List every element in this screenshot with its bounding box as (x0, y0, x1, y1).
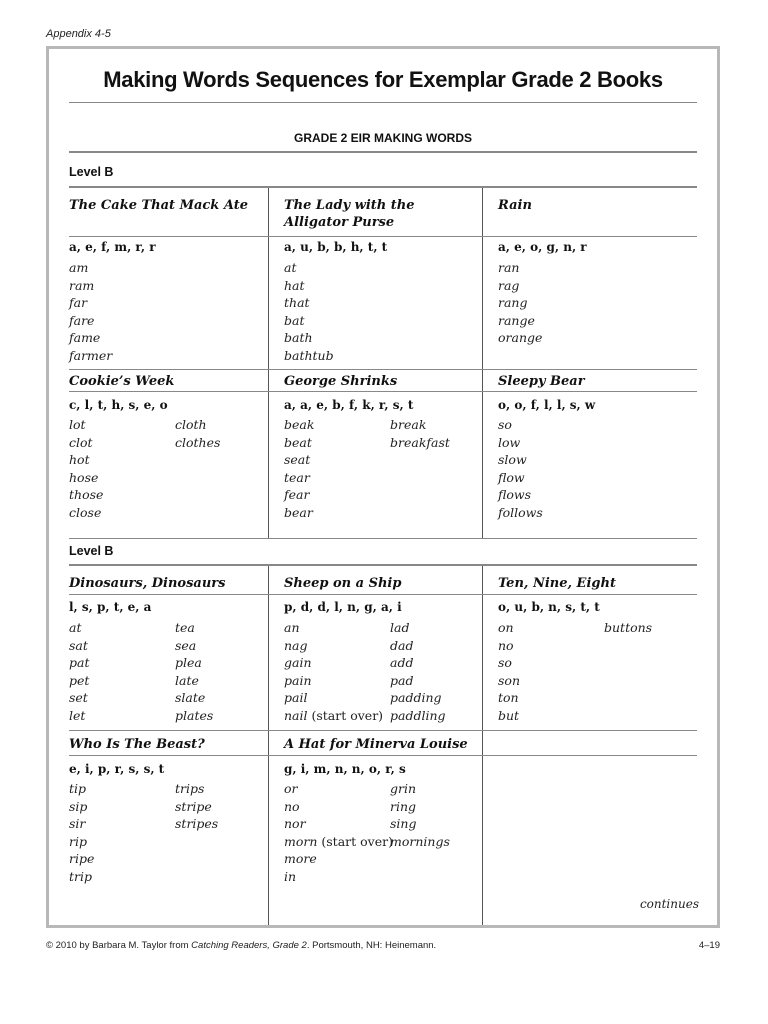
page-frame (46, 46, 720, 928)
word-text: ton (498, 690, 519, 706)
letter-set: g, i, m, n, n, o, r, s (284, 762, 406, 776)
word-item (175, 434, 220, 452)
word-text: rag (498, 277, 520, 293)
column-divider (482, 188, 483, 538)
word-item (175, 815, 218, 833)
word-text: fame (69, 330, 101, 346)
word-item (498, 469, 543, 487)
word-list (284, 416, 314, 522)
word-item (390, 637, 446, 655)
word-item (284, 868, 393, 886)
word-text: nail (284, 707, 308, 723)
word-text: lad (390, 620, 410, 635)
row-end-divider (69, 730, 697, 731)
word-item (498, 329, 542, 347)
word-text: dad (390, 637, 414, 653)
word-text: close (69, 504, 102, 520)
word-text: fare (69, 312, 95, 328)
word-item (284, 833, 393, 851)
word-text: set (69, 690, 88, 706)
word-list (69, 619, 89, 725)
word-item (69, 619, 89, 637)
word-item (284, 347, 334, 365)
word-text: let (69, 707, 86, 723)
word-text: tea (175, 620, 195, 635)
word-text: bathtub (284, 347, 334, 363)
word-item (284, 707, 383, 725)
word-text: stripe (175, 798, 212, 814)
word-text: so (498, 417, 512, 432)
word-text: late (175, 672, 199, 688)
word-text: buttons (604, 620, 653, 635)
word-item (498, 294, 542, 312)
letter-set: o, u, b, n, s, t, t (498, 600, 600, 614)
word-text: tear (284, 469, 310, 485)
row-divider (69, 391, 697, 392)
word-text: low (498, 434, 521, 450)
column-divider (268, 566, 269, 925)
word-item (390, 672, 446, 690)
word-text: plea (175, 655, 202, 671)
level-heading: Level B (69, 165, 114, 179)
word-text: far (69, 295, 88, 311)
word-text: trip (69, 868, 92, 884)
word-text: that (284, 295, 310, 311)
row-end-divider (69, 538, 697, 539)
book-title: Sheep on a Ship (284, 576, 402, 591)
word-item (69, 707, 89, 725)
word-text: orange (498, 330, 543, 346)
word-item (498, 689, 520, 707)
word-item (69, 329, 112, 347)
word-item (390, 416, 450, 434)
word-item (69, 850, 94, 868)
word-list (284, 780, 393, 886)
word-item (498, 672, 520, 690)
word-list (69, 416, 103, 522)
word-text: slow (498, 452, 527, 468)
word-item (498, 504, 543, 522)
word-text: at (69, 620, 82, 635)
word-text: or (284, 781, 298, 796)
word-text: son (498, 672, 520, 688)
word-item (175, 672, 213, 690)
page-title: Making Words Sequences for Exemplar Grade 2 Books (103, 67, 663, 92)
word-item (69, 469, 103, 487)
book-title: George Shrinks (284, 374, 398, 389)
subtitle-divider (69, 151, 697, 153)
word-item (69, 486, 103, 504)
column-divider (482, 566, 483, 925)
word-text: no (498, 637, 514, 653)
word-text: in (284, 868, 297, 884)
start-over-note: (start over) (321, 833, 393, 849)
word-item (498, 416, 543, 434)
word-text: follows (498, 504, 543, 520)
word-item (69, 259, 112, 277)
word-list (284, 259, 334, 365)
word-item (390, 654, 446, 672)
word-item (390, 707, 446, 725)
word-list (69, 780, 94, 886)
word-item (175, 707, 213, 725)
word-text: seat (284, 452, 311, 468)
word-list-second-column (390, 619, 446, 725)
word-item (69, 312, 112, 330)
word-text: range (498, 312, 535, 328)
word-text: pet (69, 672, 90, 688)
word-item (498, 654, 520, 672)
word-text: pad (390, 672, 414, 688)
row-divider (69, 755, 697, 756)
word-text: mornings (390, 833, 450, 849)
section-divider (69, 186, 697, 188)
word-text: more (284, 851, 317, 867)
letter-set: a, e, o, g, n, r (498, 240, 587, 254)
letter-set: l, s, p, t, e, a (69, 600, 152, 614)
word-text: pain (284, 672, 312, 688)
word-text: sip (69, 798, 88, 814)
word-text: on (498, 620, 514, 635)
word-text: beat (284, 434, 312, 450)
word-text: slate (175, 690, 206, 706)
word-text: lot (69, 417, 86, 432)
word-item (175, 798, 218, 816)
word-text: clot (69, 434, 93, 450)
word-text: add (390, 655, 414, 671)
word-item (604, 619, 652, 637)
letter-set: o, o, f, l, l, s, w (498, 398, 596, 412)
table-subtitle: GRADE 2 EIR MAKING WORDS (293, 131, 472, 145)
letter-set: a, a, e, b, f, k, r, s, t (284, 398, 414, 412)
word-item (175, 619, 213, 637)
book-title: The Cake That Mack Ate (69, 198, 248, 213)
word-text: plates (175, 707, 214, 723)
word-item (284, 654, 383, 672)
footer-book-title: Catching Readers, Grade 2 (191, 940, 307, 951)
word-text: fear (284, 487, 310, 503)
word-item (284, 619, 383, 637)
word-text: beak (284, 417, 315, 432)
book-title: Who Is The Beast? (69, 737, 205, 752)
word-text: padding (390, 690, 442, 706)
word-text: those (69, 487, 104, 503)
word-item (390, 815, 450, 833)
footer-text-before: © 2010 by Barbara M. Taylor from (46, 940, 192, 951)
word-text: ran (498, 260, 520, 275)
word-text: pat (69, 655, 90, 671)
word-list-second-column (390, 780, 450, 850)
word-item (390, 434, 450, 452)
word-item (498, 259, 542, 277)
word-text: ram (69, 277, 95, 293)
word-text: so (498, 655, 512, 671)
word-item (175, 637, 213, 655)
word-item (284, 312, 334, 330)
book-title: A Hat for Minerva Louise (284, 737, 468, 752)
word-item (69, 868, 94, 886)
word-list (498, 259, 542, 347)
word-item (284, 469, 314, 487)
word-item (284, 672, 383, 690)
word-text: but (498, 707, 520, 723)
word-item (69, 798, 94, 816)
word-text: trips (175, 781, 205, 796)
column-divider (268, 188, 269, 538)
word-list (498, 416, 543, 522)
start-over-note: (start over) (311, 707, 384, 723)
word-item (284, 815, 393, 833)
word-text: stripes (175, 816, 219, 832)
appendix-label: Appendix 4-5 (46, 28, 111, 40)
title-divider (69, 102, 697, 103)
word-item (69, 277, 112, 295)
word-item (498, 707, 520, 725)
word-item (175, 416, 220, 434)
word-item (390, 780, 450, 798)
word-list (284, 619, 383, 725)
word-item (175, 780, 218, 798)
word-text: pail (284, 690, 308, 706)
word-list (69, 259, 112, 365)
letter-set: p, d, d, l, n, g, a, i (284, 600, 402, 614)
word-text: bat (284, 312, 305, 328)
word-text: gain (284, 655, 312, 671)
word-item (284, 294, 334, 312)
letter-set: a, e, f, m, r, r (69, 240, 156, 254)
word-text: break (390, 417, 427, 432)
word-item (498, 434, 543, 452)
word-item (498, 486, 543, 504)
row-divider (69, 236, 697, 237)
word-text: bath (284, 330, 313, 346)
word-list-second-column (175, 619, 213, 725)
word-item (69, 815, 94, 833)
word-item (69, 294, 112, 312)
word-text: nag (284, 637, 308, 653)
copyright-footer (46, 940, 436, 951)
footer-text-after: . Portsmouth, NH: Heinemann. (306, 940, 437, 951)
word-item (69, 504, 103, 522)
word-item (69, 672, 89, 690)
word-item (284, 277, 334, 295)
word-item (175, 689, 213, 707)
book-title: Dinosaurs, Dinosaurs (69, 576, 226, 591)
book-title: Sleepy Bear (498, 374, 585, 389)
word-text: rang (498, 295, 528, 311)
word-item (498, 637, 520, 655)
letter-set: c, l, t, h, s, e, o (69, 398, 168, 412)
word-item (284, 689, 383, 707)
word-text: paddling (390, 707, 446, 723)
word-item (69, 637, 89, 655)
word-item (390, 833, 450, 851)
book-title: Rain (498, 198, 532, 213)
word-text: sat (69, 637, 88, 653)
row-divider (69, 594, 697, 595)
word-item (498, 619, 520, 637)
letter-set: e, i, p, r, s, s, t (69, 762, 165, 776)
word-item (284, 486, 314, 504)
word-item (498, 451, 543, 469)
word-text: clothes (175, 434, 221, 450)
word-item (69, 347, 112, 365)
word-text: breakfast (390, 434, 450, 450)
word-list-second-column (390, 416, 450, 451)
word-list-second-column (175, 416, 220, 451)
word-item (284, 780, 393, 798)
word-text: nor (284, 816, 306, 832)
word-item (284, 637, 383, 655)
book-title: Ten, Nine, Eight (498, 576, 616, 591)
word-item (69, 654, 89, 672)
word-text: morn (284, 833, 318, 849)
word-item (284, 451, 314, 469)
word-text: at (284, 260, 297, 275)
book-title: The Lady with the Alligator Purse (284, 198, 415, 230)
word-item (284, 850, 393, 868)
word-list-second-column (604, 619, 652, 637)
word-text: rip (69, 833, 87, 849)
row-end-divider (69, 369, 697, 370)
word-text: am (69, 260, 89, 275)
word-item (498, 312, 542, 330)
page-number: 4–19 (698, 940, 720, 951)
level-heading: Level B (69, 544, 114, 558)
word-item (390, 619, 446, 637)
word-text: ring (390, 798, 417, 814)
word-text: an (284, 620, 300, 635)
word-item (284, 259, 334, 277)
word-text: grin (390, 781, 417, 796)
word-list (498, 619, 520, 725)
word-text: tip (69, 781, 87, 796)
word-item (498, 277, 542, 295)
word-list-second-column (175, 780, 218, 833)
word-item (284, 329, 334, 347)
continues-note: continues (639, 897, 699, 911)
word-item (284, 798, 393, 816)
word-item (284, 504, 314, 522)
word-item (390, 689, 446, 707)
letter-set: a, u, b, b, h, t, t (284, 240, 388, 254)
word-text: sea (175, 637, 197, 653)
section-divider (69, 564, 697, 566)
word-text: cloth (175, 417, 207, 432)
word-item (69, 451, 103, 469)
word-text: no (284, 798, 300, 814)
word-item (69, 434, 103, 452)
word-text: bear (284, 504, 313, 520)
word-item (69, 689, 89, 707)
word-text: sir (69, 816, 86, 832)
word-item (284, 434, 314, 452)
word-text: hose (69, 469, 99, 485)
word-item (69, 416, 103, 434)
word-text: hat (284, 277, 305, 293)
word-text: flow (498, 469, 525, 485)
word-text: flows (498, 487, 531, 503)
book-title: Cookie’s Week (69, 374, 175, 389)
word-text: sing (390, 816, 417, 832)
word-item (69, 780, 94, 798)
word-item (390, 798, 450, 816)
word-text: farmer (69, 347, 113, 363)
word-item (284, 416, 314, 434)
word-item (69, 833, 94, 851)
word-text: ripe (69, 851, 95, 867)
word-item (175, 654, 213, 672)
word-text: hot (69, 452, 90, 468)
